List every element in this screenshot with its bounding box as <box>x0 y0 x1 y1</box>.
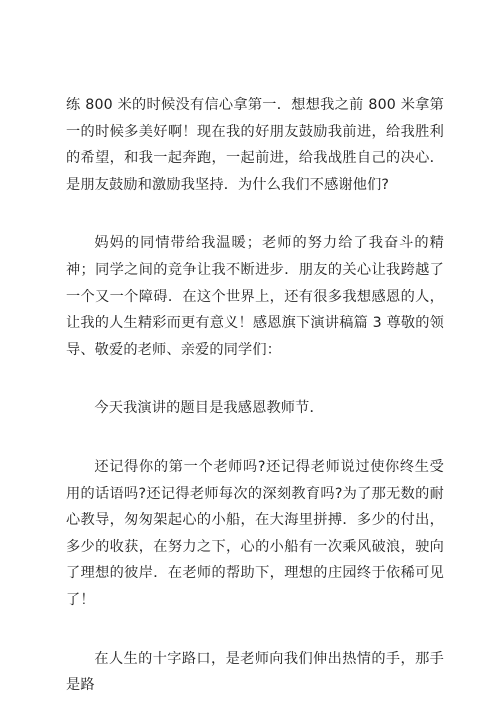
document-body <box>66 92 444 699</box>
paragraph-speech-topic: 今天我演讲的题目是我感恩教师节． <box>94 400 324 417</box>
paragraph-gratitude: 妈妈的同情带给我温暖；老师的努力给了我奋斗的精神；同学之间的竞争让我不断进步．朋友的关心让我跨越了一个又一个障碍．在这个世界上，还有很多我想感恩的人，让我的人生精彩而更有意义！感恩旗下演讲稿篇 3 尊敬的领导、敬爱的老师、亲爱的同学们： <box>66 235 444 358</box>
paragraph-first-teacher: 还记得你的第一个老师吗?还记得老师说过使你终生受用的话语吗?还记得老师每次的深刻教育吗?为了那无数的耐心教导，匆匆架起心的小船，在大海里拼搏．多少的付出，多少的收获，在努力之下，心的小船有一次乘风破浪，驶向了理想的彼岸．在老师的帮助下，理想的庄园终于依稀可见了！ <box>66 458 444 608</box>
paragraph-continuation: 练 800 米的时候没有信心拿第一．想想我之前 800 米拿第一的时候多美好啊！现在我的好朋友鼓励我前进，给我胜利的希望，和我一起奔跑，一起前进，给我战胜自己的决心．是朋友鼓励和激励我坚持．为什么我们不感谢他们? <box>66 97 444 193</box>
paragraph-crossroads: 在人生的十字路口，是老师向我们伸出热情的手，那手是路 <box>66 650 444 694</box>
